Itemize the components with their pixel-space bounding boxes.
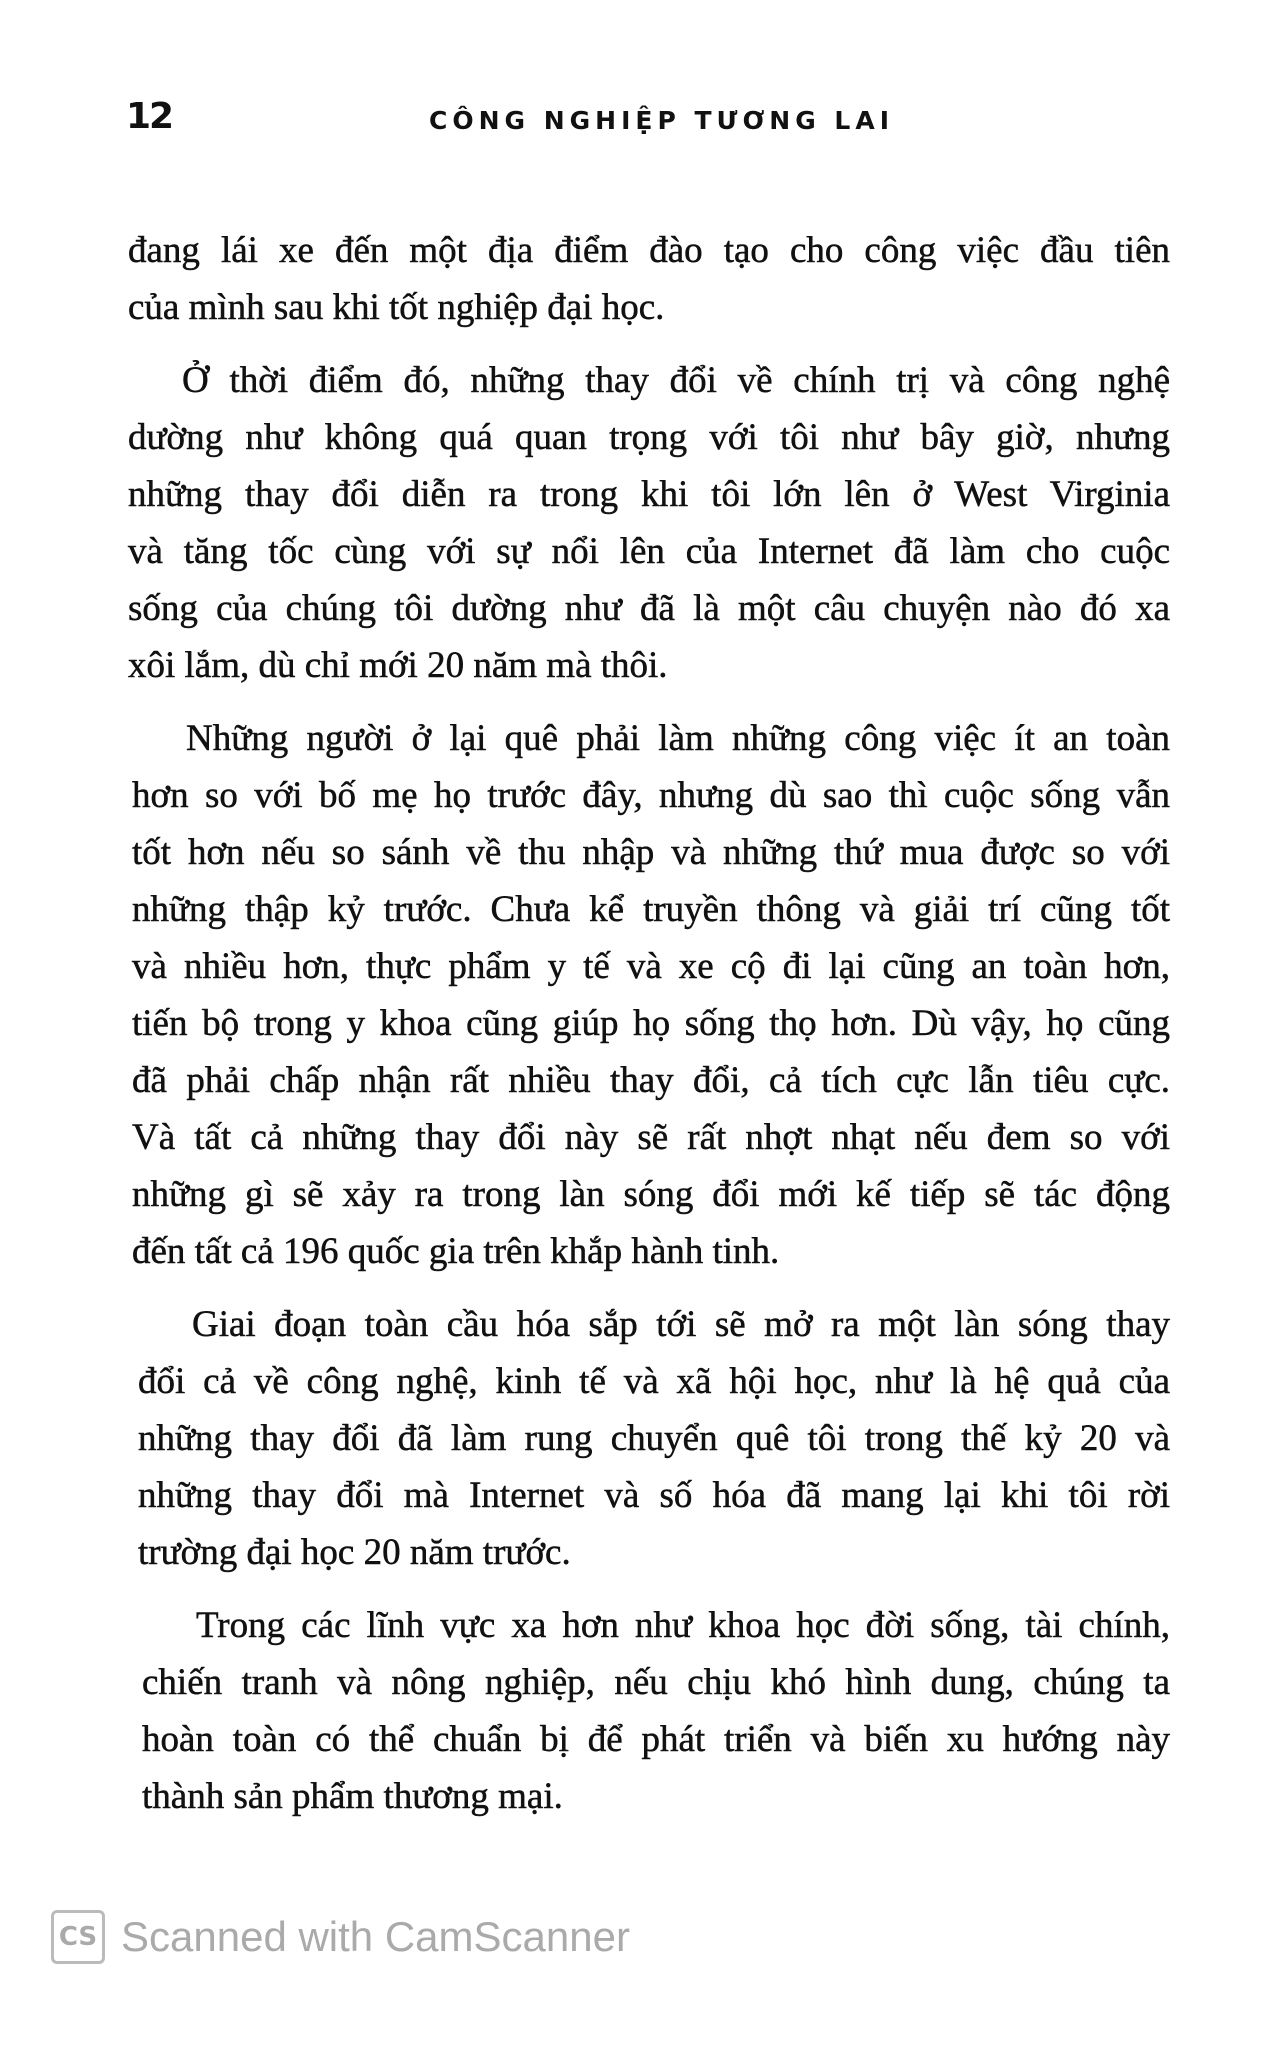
paragraph [128, 222, 1170, 336]
text-line: hơn so với bố mẹ họ trước đây, nhưng dù sao thì cuộc sống vẫn [132, 775, 1170, 816]
text-line: Ở thời điểm đó, những thay đổi về chính trị và công nghệ [182, 360, 1170, 401]
text-line: những thay đổi mà Internet và số hóa đã mang lại khi tôi rời [138, 1475, 1170, 1516]
text-line: những thập kỷ trước. Chưa kể truyền thông và giải trí cũng tốt [132, 889, 1170, 930]
text-line: và tăng tốc cùng với sự nổi lên của Internet đã làm cho cuộc [128, 531, 1170, 572]
text-line: Và tất cả những thay đổi này sẽ rất nhợt nhạt nếu đem so với [132, 1117, 1170, 1158]
watermark-text: Scanned with CamScanner [121, 1913, 630, 1960]
text-line: của mình sau khi tốt nghiệp đại học. [128, 287, 665, 328]
text-line: đổi cả về công nghệ, kinh tế và xã hội học, như là hệ quả của [138, 1361, 1170, 1402]
text-line: và nhiều hơn, thực phẩm y tế và xe cộ đi lại cũng an toàn hơn, [132, 946, 1170, 987]
text-line: chiến tranh và nông nghiệp, nếu chịu khó hình dung, chúng ta [142, 1662, 1170, 1703]
text-line: Những người ở lại quê phải làm những công việc ít an toàn [186, 718, 1170, 759]
camscanner-watermark [51, 1910, 630, 1964]
paragraph [128, 352, 1170, 694]
text-line: Giai đoạn toàn cầu hóa sắp tới sẽ mở ra một làn sóng thay [192, 1304, 1170, 1345]
text-line: đến tất cả 196 quốc gia trên khắp hành tinh. [132, 1231, 780, 1272]
text-line: những thay đổi diễn ra trong khi tôi lớn lên ở West Virginia [128, 474, 1170, 515]
running-title: CÔNG NGHIỆP TƯƠNG LAI [428, 106, 895, 135]
text-line: Trong các lĩnh vực xa hơn như khoa học đời sống, tài chính, [196, 1605, 1170, 1646]
text-line: thành sản phẩm thương mại. [142, 1776, 563, 1817]
body-text [128, 222, 1170, 1841]
page-number: 12 [126, 96, 173, 137]
text-line: xôi lắm, dù chỉ mới 20 năm mà thôi. [128, 645, 668, 686]
text-line: đã phải chấp nhận rất nhiều thay đổi, cả tích cực lẫn tiêu cực. [132, 1060, 1170, 1101]
text-line: sống của chúng tôi dường như đã là một câu chuyện nào đó xa [128, 588, 1170, 629]
text-line: đang lái xe đến một địa điểm đào tạo cho công việc đầu tiên [128, 230, 1170, 271]
text-line: dường như không quá quan trọng với tôi như bây giờ, nhưng [128, 417, 1170, 458]
camscanner-logo-icon: CS [51, 1910, 105, 1964]
text-line: trường đại học 20 năm trước. [138, 1532, 571, 1573]
text-line: hoàn toàn có thể chuẩn bị để phát triển và biến xu hướng này [142, 1719, 1170, 1760]
text-line: tiến bộ trong y khoa cũng giúp họ sống thọ hơn. Dù vậy, họ cũng [132, 1003, 1170, 1044]
paragraph [138, 1296, 1170, 1581]
text-line: tốt hơn nếu so sánh về thu nhập và những thứ mua được so với [132, 832, 1170, 873]
paragraph [142, 1597, 1170, 1825]
text-line: những thay đổi đã làm rung chuyển quê tôi trong thế kỷ 20 và [138, 1418, 1170, 1459]
text-line: những gì sẽ xảy ra trong làn sóng đổi mới kế tiếp sẽ tác động [132, 1174, 1170, 1215]
paragraph [132, 710, 1170, 1280]
